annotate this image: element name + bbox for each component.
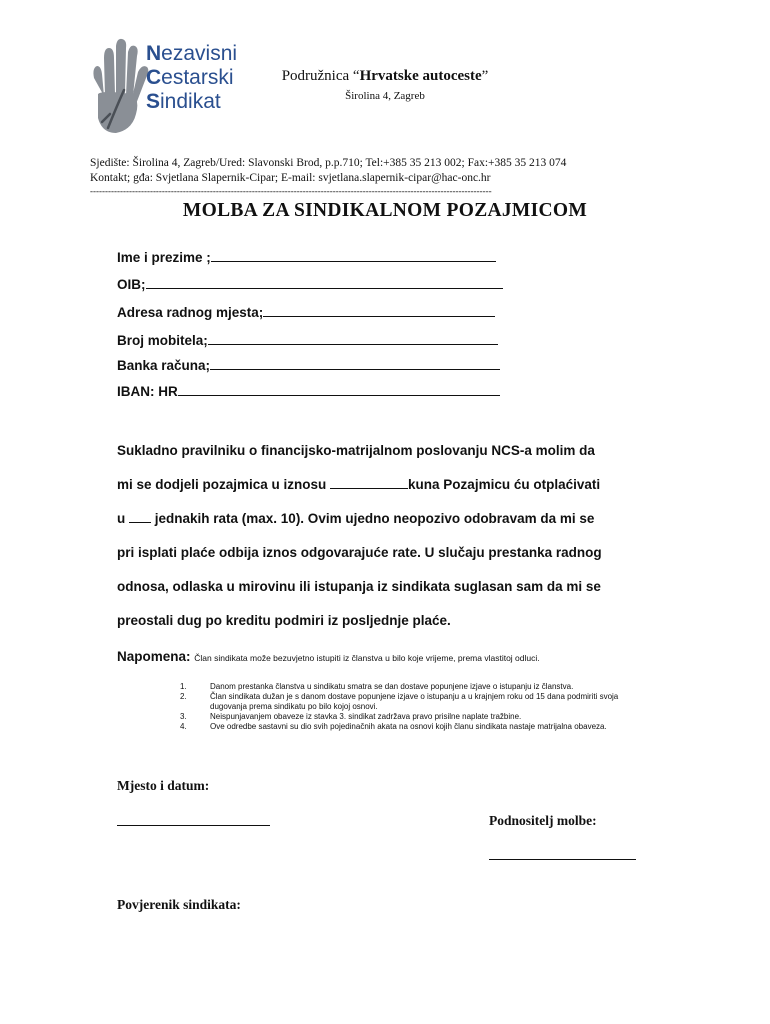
separator-line: -------------------------------------------------------------------------------------------------------------------------------------- <box>90 186 492 196</box>
field-name[interactable]: Ime i prezime ; <box>117 249 496 265</box>
place-date-label: Mjesto i datum: <box>117 778 210 793</box>
branch-heading: Podružnica “Hrvatske autoceste” <box>281 68 489 84</box>
iban-input-line[interactable] <box>178 383 500 396</box>
list-item: 3. Neispunjavanjem obaveze iz stavka 3. sindikat zadržava pravo prisilne naplate tražbine. <box>180 712 522 721</box>
union-logo-wordmark: Nezavisni Cestarski Sindikat <box>146 42 238 113</box>
note-heading: Napomena: Član sindikata može bezuvjetno istupiti iz članstva u bilo koje vrijeme, prema vlastitoj odluci. <box>117 649 540 664</box>
name-input-line[interactable] <box>211 249 496 262</box>
headquarters-line: Sjedište: Širolina 4, Zagreb/Ured: Slavonski Brod, p.p.710; Tel:+385 35 213 002; Fax:+385 35 213 074 <box>90 157 567 169</box>
list-item: 2. Član sindikata dužan je s danom dostave popunjene izjave o istupanju a u krajnjem roku od 15 dana podmiriti svoja dugovanja prema sindikatu po bilo kojoj osnovi. <box>180 692 619 711</box>
applicant-label: Podnositelj molbe: <box>489 813 597 828</box>
paragraph-line: u jednakih rata (max. 10). Ovim ujedno neopozivo odobravam da mi se <box>117 511 595 526</box>
list-item: 1. Danom prestanka članstva u sindikatu smatra se dan dostave popunjene izjave o istupanju iz članstva. <box>180 682 574 691</box>
place-date-input-line[interactable] <box>117 824 270 826</box>
union-logo-hand-icon <box>88 38 150 134</box>
field-bank[interactable]: Banka računa; <box>117 357 500 373</box>
field-mobile[interactable]: Broj mobitela; <box>117 332 498 348</box>
installments-input-line[interactable] <box>129 512 151 523</box>
list-item: 4. Ove odredbe sastavni su dio svih pojedinačnih akata na osnovi kojih članu sindikata nastaje matrijalna obaveza. <box>180 722 607 731</box>
bank-input-line[interactable] <box>210 357 500 370</box>
oib-input-line[interactable] <box>146 276 503 289</box>
document-title: MOLBA ZA SINDIKALNOM POZAJMICOM <box>182 200 588 221</box>
paragraph-line: odnosa, odlaska u mirovinu ili istupanja iz sindikata suglasan sam da mi se <box>117 579 601 594</box>
paragraph-line: pri isplati plaće odbija iznos odgovarajuće rate. U slučaju prestanka radnog <box>117 545 602 560</box>
mobile-input-line[interactable] <box>208 332 498 345</box>
notes-list <box>180 682 660 732</box>
headquarters-info <box>90 156 566 186</box>
branch-address: Širolina 4, Zagreb <box>345 90 425 102</box>
applicant-signature-line[interactable] <box>489 858 636 860</box>
amount-input-line[interactable] <box>330 478 408 489</box>
paragraph-line: mi se dodjeli pozajmica u iznosu kuna Pozajmicu ću otplaćivati <box>117 477 601 492</box>
paragraph-line: Sukladno pravilniku o financijsko-matrijalnom poslovanju NCS-a molim da <box>117 443 595 458</box>
field-work-address[interactable]: Adresa radnog mjesta; <box>117 304 495 320</box>
field-iban[interactable]: IBAN: HR <box>117 383 500 399</box>
paragraph-line: preostali dug po kreditu podmiri iz posljednje plaće. <box>117 613 451 628</box>
commissioner-label: Povjerenik sindikata: <box>117 897 241 912</box>
field-oib[interactable]: OIB; <box>117 276 503 292</box>
contact-line: Kontakt; gđa: Svjetlana Slapernik-Cipar; E-mail: svjetlana.slapernik-cipar@hac-onc.hr <box>90 172 491 184</box>
work-address-input-line[interactable] <box>263 304 495 317</box>
